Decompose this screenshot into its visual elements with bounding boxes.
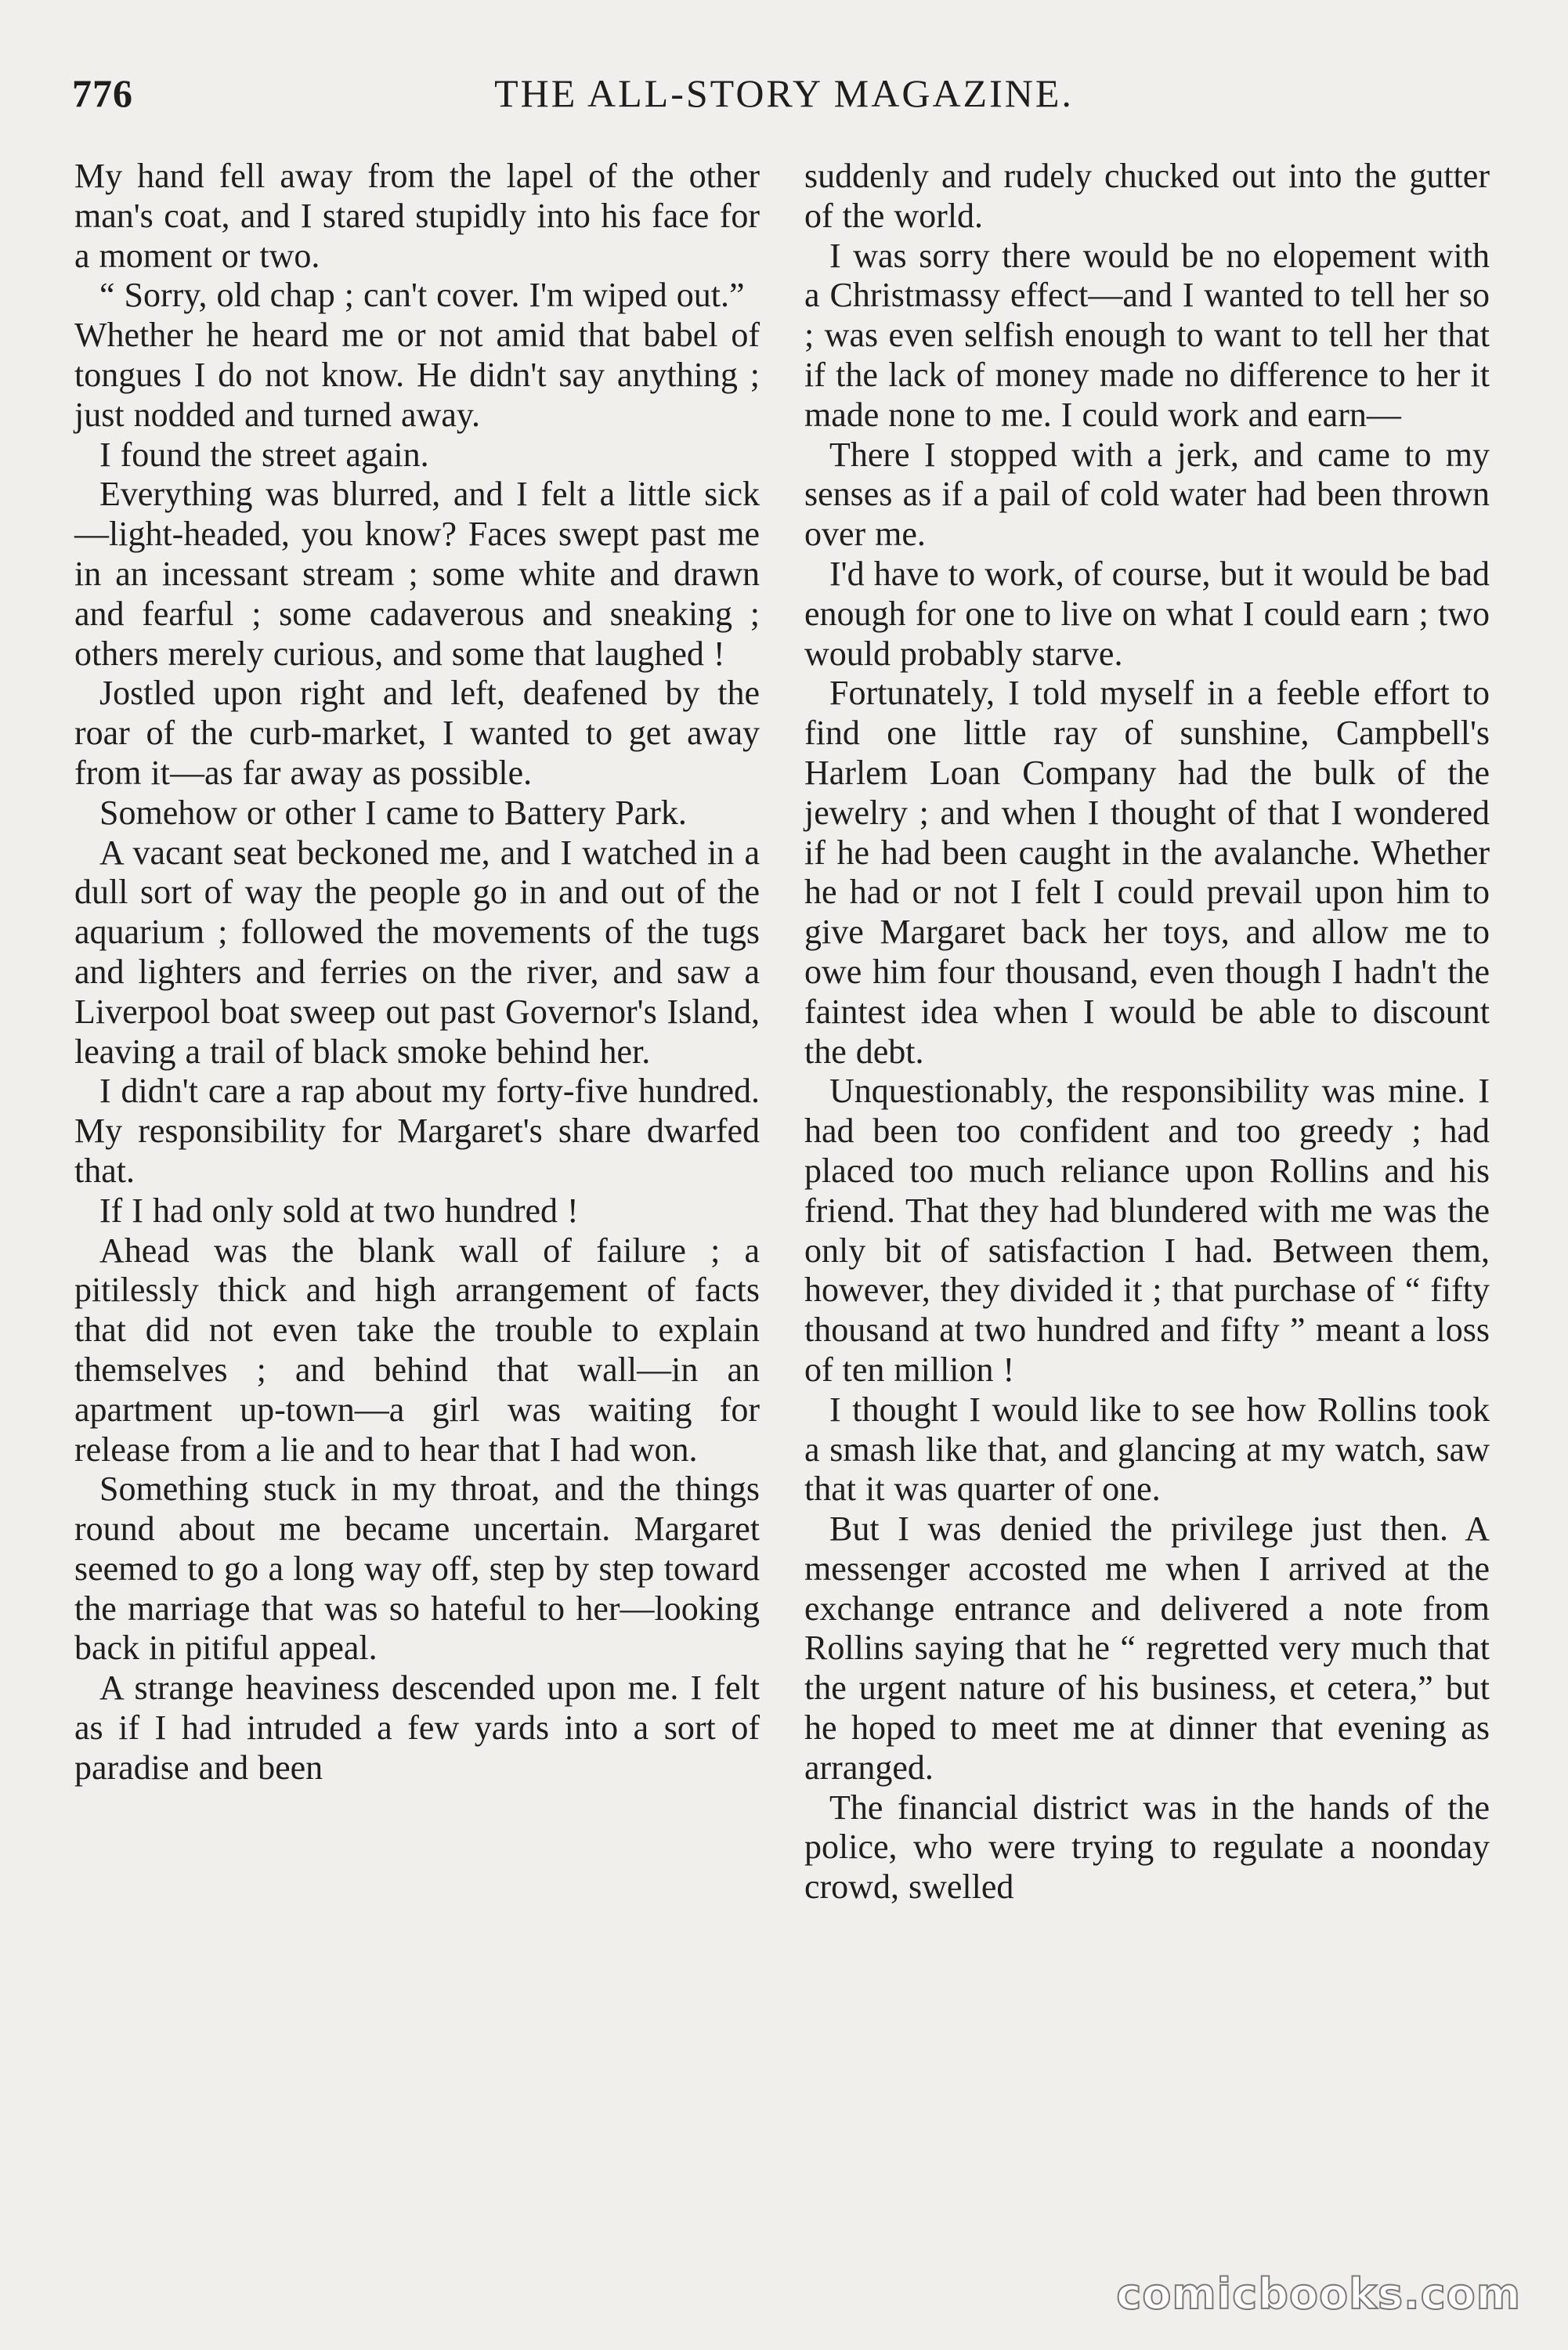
paragraph: Fortunately, I told myself in a feeble effort to find one little ray of sunshine, Campbell's Harlem Loan Company had the bulk of the jewelry ; and when I thought of that I wondered if he had been caught in the avalanche. Whether he had or not I felt I could prevail upon him to give Margaret back her toys, and allow me to owe him four thousand, even though I hadn't the faintest idea when I would be able to discount the debt. <box>804 674 1490 1071</box>
paragraph: There I stopped with a jerk, and came to my senses as if a pail of cold water had been thrown over me. <box>804 435 1490 554</box>
paragraph: Somehow or other I came to Battery Park. <box>99 793 687 832</box>
paragraph: Unquestionably, the responsibility was mine. I had been too confident and too greedy ; had placed too much reliance upon Rollins and his friend. That they had blundered with me was the only bit of satisfaction I had. Between them, however, they divided it ; that purchase of “ fifty thousand at two hundred and fifty ” meant a loss of ten million ! <box>804 1072 1490 1389</box>
page-number: 776 <box>72 71 133 115</box>
paragraph: But I was denied the privilege just then. A messenger accosted me when I arrived at the exchange entrance and delivered a note from Rollins saying that he “ regretted very much that the urgent nature of his business, et cetera,” but he hoped to meet me at dinner that evening as arranged. <box>804 1509 1490 1787</box>
running-head: THE ALL-STORY MAGAZINE. <box>494 71 1074 115</box>
paragraph: The financial district was in the hands of the police, who were trying to regulate a noonday crowd, swelled <box>804 1788 1490 1907</box>
paragraph: Ahead was the blank wall of failure ; a pitilessly thick and high arrangement of facts that did not even take the trouble to explain themselves ; and behind that wall—in an apartment up-town—a girl was waiting for release from a lie and to hear that I had won. <box>74 1231 760 1469</box>
paragraph: My hand fell away from the lapel of the other man's coat, and I stared stupidly into his face for a moment or two. <box>74 157 760 275</box>
paragraph: I was sorry there would be no elopement with a Christmassy effect—and I wanted to tell her so ; was even selfish enough to want to tell her that if the lack of money made no difference to her it made none to me. I could work and earn— <box>804 236 1490 434</box>
paragraph: A vacant seat beckoned me, and I watched in a dull sort of way the people go in and out of the aquarium ; followed the movements of the tugs and lighters and ferries on the river, and saw a Liverpool boat sweep out past Governor's Island, leaving a trail of black smoke behind her. <box>74 833 760 1071</box>
paragraph: Everything was blurred, and I felt a little sick—light-headed, you know? Faces swept past me in an incessant stream ; some white and drawn and fearful ; some cadaverous and sneaking ; others merely curious, and some that laughed ! <box>74 475 760 673</box>
paragraph: I didn't care a rap about my forty-five hundred. My responsibility for Margaret's share dwarfed that. <box>74 1072 760 1190</box>
paragraph: suddenly and rudely chucked out into the gutter of the world. <box>804 157 1490 235</box>
paragraph: “ Sorry, old chap ; can't cover. I'm wiped out.” <box>99 276 745 315</box>
paragraph: I'd have to work, of course, but it would be bad enough for one to live on what I could earn ; two would probably starve. <box>804 554 1490 673</box>
paragraph: Whether he heard me or not amid that babel of tongues I do not know. He didn't say anything ; just nodded and turned away. <box>74 316 760 434</box>
paragraph: A strange heaviness descended upon me. I felt as if I had intruded a few yards into a sort of paradise and been <box>74 1668 760 1787</box>
paragraph: Jostled upon right and left, deafened by the roar of the curb-market, I wanted to get away from it—as far away as possible. <box>74 674 760 792</box>
paragraph: I thought I would like to see how Rollins took a smash like that, and glancing at my watch, saw that it was quarter of one. <box>804 1390 1490 1509</box>
left-column <box>74 157 760 1788</box>
paragraph: If I had only sold at two hundred ! <box>99 1191 579 1230</box>
right-column <box>804 157 1490 1907</box>
paragraph: I found the street again. <box>99 435 429 474</box>
watermark-logo: comicbooks.com <box>1116 2269 1521 2319</box>
paragraph: Something stuck in my throat, and the things round about me became uncertain. Margaret seemed to go a long way off, step by step toward the marriage that was so hateful to her—looking back in pitiful appeal. <box>74 1470 760 1668</box>
